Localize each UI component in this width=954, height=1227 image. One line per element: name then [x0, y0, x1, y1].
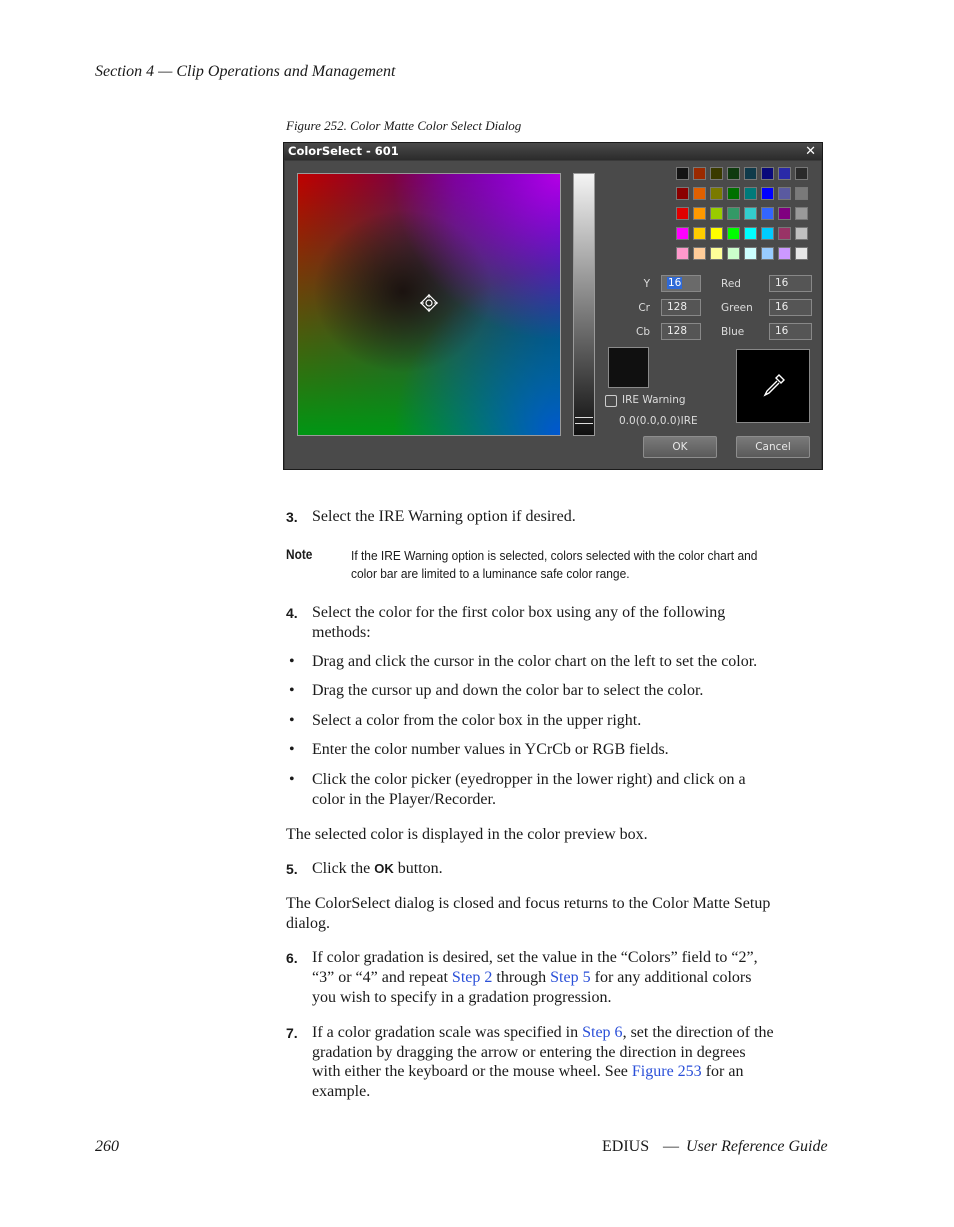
- color-swatch[interactable]: [710, 167, 723, 180]
- close-icon[interactable]: ✕: [805, 144, 816, 159]
- color-swatch[interactable]: [676, 227, 689, 240]
- color-swatch[interactable]: [676, 187, 689, 200]
- step-number: 3.: [286, 509, 298, 525]
- color-swatch[interactable]: [710, 207, 723, 220]
- color-swatch[interactable]: [778, 247, 791, 260]
- color-swatch[interactable]: [693, 187, 706, 200]
- color-swatch[interactable]: [693, 207, 706, 220]
- step-text: Click the OK button.: [312, 860, 443, 877]
- eyedropper-icon: [761, 372, 787, 398]
- color-swatch[interactable]: [795, 247, 808, 260]
- color-swatch[interactable]: [744, 227, 757, 240]
- dialog-body: [285, 161, 821, 469]
- color-swatch[interactable]: [744, 247, 757, 260]
- step-text: with either the keyboard or the mouse wheel. See Figure 253 for an: [312, 1063, 744, 1080]
- color-swatch[interactable]: [744, 207, 757, 220]
- green-field[interactable]: 16: [769, 299, 812, 316]
- step-text: you wish to specify in a gradation progression.: [312, 989, 612, 1006]
- cb-label: Cb: [636, 326, 650, 338]
- ok-keyword: OK: [374, 861, 394, 876]
- green-label: Green: [721, 302, 753, 314]
- color-swatch[interactable]: [744, 187, 757, 200]
- bullet-text: color in the Player/Recorder.: [312, 791, 496, 808]
- bullet-text: Click the color picker (eyedropper in the lower right) and click on a: [312, 771, 746, 788]
- step-text: example.: [312, 1083, 371, 1100]
- step-2-link[interactable]: Step 2: [451, 969, 493, 986]
- color-swatch[interactable]: [676, 167, 689, 180]
- running-header: Section 4 — Clip Operations and Management: [95, 63, 396, 80]
- bullet-glyph: •: [289, 712, 295, 729]
- color-swatch[interactable]: [778, 207, 791, 220]
- colorselect-dialog: [283, 142, 823, 470]
- y-label: Y: [643, 278, 650, 290]
- body-paragraph: The selected color is displayed in the color preview box.: [286, 826, 648, 843]
- ire-value-readout: 0.0(0.0,0.0)IRE: [619, 415, 698, 427]
- bullet-text: Drag the cursor up and down the color bar to select the color.: [312, 682, 704, 699]
- color-swatch[interactable]: [761, 167, 774, 180]
- body-paragraph: The ColorSelect dialog is closed and focus returns to the Color Matte Setup: [286, 895, 771, 912]
- luminance-slider-handle[interactable]: [575, 417, 593, 424]
- bullet-text: Drag and click the cursor in the color chart on the left to set the color.: [312, 653, 758, 670]
- bullet-glyph: •: [289, 771, 295, 788]
- footer-dash: —: [663, 1138, 679, 1155]
- color-swatch[interactable]: [761, 207, 774, 220]
- step-text: If color gradation is desired, set the value in the “Colors” field to “2”,: [312, 949, 758, 966]
- color-swatch[interactable]: [761, 187, 774, 200]
- bullet-text: Enter the color number values in YCrCb or RGB fields.: [312, 741, 669, 758]
- figure-caption: Figure 252. Color Matte Color Select Dialog: [286, 118, 522, 133]
- step-text: Select the IRE Warning option if desired.: [312, 508, 576, 525]
- color-swatch[interactable]: [693, 227, 706, 240]
- step-text: “3” or “4” and repeat Step 2 through Step 5 for any additional colors: [312, 969, 752, 986]
- color-swatch[interactable]: [761, 227, 774, 240]
- page-number: 260: [95, 1138, 119, 1155]
- y-field[interactable]: 16: [661, 275, 701, 292]
- step-text: gradation by dragging the arrow or entering the direction in degrees: [312, 1044, 746, 1061]
- color-swatch[interactable]: [727, 247, 740, 260]
- step-6-link[interactable]: Step 6: [582, 1024, 623, 1041]
- color-swatch[interactable]: [795, 207, 808, 220]
- color-swatch[interactable]: [710, 227, 723, 240]
- color-swatch[interactable]: [778, 227, 791, 240]
- bullet-glyph: •: [289, 741, 295, 758]
- body-paragraph: dialog.: [286, 915, 330, 932]
- note-line: color bar are limited to a luminance safe color range.: [351, 566, 630, 581]
- color-swatch[interactable]: [693, 247, 706, 260]
- step-number: 5.: [286, 861, 298, 877]
- bullet-text: Select a color from the color box in the upper right.: [312, 712, 642, 729]
- color-swatch[interactable]: [795, 167, 808, 180]
- red-field[interactable]: 16: [769, 275, 812, 292]
- color-swatch[interactable]: [710, 247, 723, 260]
- cr-field[interactable]: 128: [661, 299, 701, 316]
- crosshair-cursor-icon[interactable]: [420, 294, 438, 312]
- step-text: methods:: [312, 624, 371, 641]
- color-swatch[interactable]: [727, 187, 740, 200]
- color-swatch[interactable]: [795, 227, 808, 240]
- color-swatch[interactable]: [693, 167, 706, 180]
- bullet-glyph: •: [289, 682, 295, 699]
- cr-label: Cr: [638, 302, 650, 314]
- note-label: Note: [286, 547, 313, 562]
- step-text: If a color gradation scale was specified in Step 6, set the direction of the: [312, 1024, 774, 1041]
- color-swatch[interactable]: [727, 167, 740, 180]
- cancel-button[interactable]: Cancel: [736, 436, 810, 458]
- dialog-titlebar: [284, 143, 822, 160]
- color-swatch[interactable]: [710, 187, 723, 200]
- step-number: 6.: [286, 950, 298, 966]
- ire-warning-label: IRE Warning: [622, 394, 686, 406]
- ok-button[interactable]: OK: [643, 436, 717, 458]
- color-swatch[interactable]: [761, 247, 774, 260]
- color-swatch[interactable]: [727, 227, 740, 240]
- footer-guide-title: User Reference Guide: [686, 1138, 828, 1155]
- color-swatch-grid: [676, 167, 812, 267]
- color-swatch[interactable]: [744, 167, 757, 180]
- color-swatch[interactable]: [778, 167, 791, 180]
- color-picker-button[interactable]: [736, 349, 810, 423]
- figure-253-link[interactable]: Figure 253: [631, 1063, 702, 1080]
- cb-field[interactable]: 128: [661, 323, 701, 340]
- color-chart[interactable]: [297, 173, 561, 436]
- color-swatch[interactable]: [676, 207, 689, 220]
- bullet-glyph: •: [289, 653, 295, 670]
- luminance-bar[interactable]: [573, 173, 595, 436]
- red-label: Red: [721, 278, 741, 290]
- footer-product: EDIUS: [602, 1138, 650, 1155]
- step-number: 4.: [286, 605, 298, 621]
- color-swatch[interactable]: [778, 187, 791, 200]
- color-swatch[interactable]: [727, 207, 740, 220]
- dialog-title: ColorSelect - 601: [288, 144, 399, 158]
- blue-label: Blue: [721, 326, 745, 338]
- step-number: 7.: [286, 1025, 298, 1041]
- note-line: If the IRE Warning option is selected, colors selected with the color chart and: [351, 548, 758, 563]
- color-swatch[interactable]: [676, 247, 689, 260]
- ire-warning-checkbox[interactable]: [605, 395, 617, 407]
- color-preview-box: [608, 347, 649, 388]
- step-text: Select the color for the first color box using any of the following: [312, 604, 726, 621]
- color-swatch[interactable]: [795, 187, 808, 200]
- blue-field[interactable]: 16: [769, 323, 812, 340]
- step-5-link[interactable]: Step 5: [550, 969, 591, 986]
